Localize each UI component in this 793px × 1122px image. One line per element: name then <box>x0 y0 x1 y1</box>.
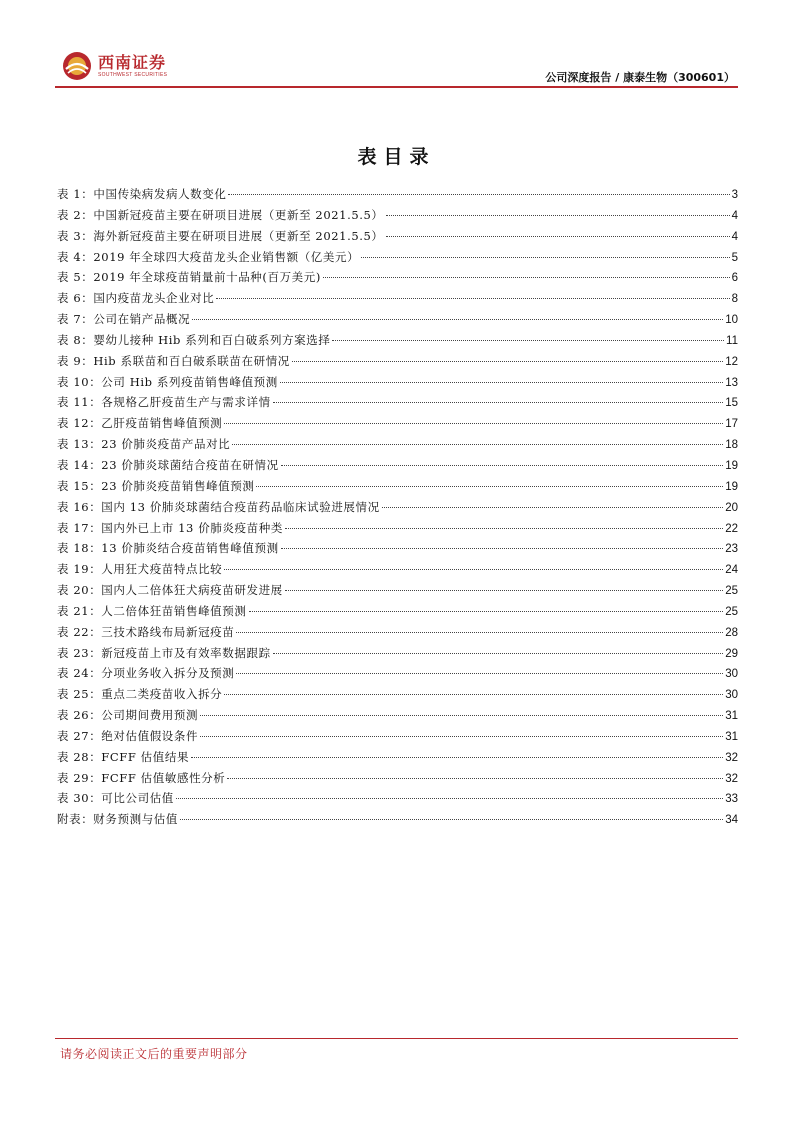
toc-entry-label[interactable]: 表 12：乙肝疫苗销售峰值预测 <box>57 416 223 431</box>
toc-entry-page-number[interactable]: 3 <box>731 189 738 201</box>
toc-entry-page-number[interactable]: 19 <box>725 480 738 493</box>
toc-entry-label[interactable]: 表 16：国内 13 价肺炎球菌结合疫苗药品临床试验进展情况 <box>57 499 380 514</box>
toc-entry[interactable] <box>57 476 738 497</box>
toc-dot-leader <box>228 194 729 195</box>
toc-entry-page-number[interactable]: 32 <box>725 772 738 785</box>
toc-entry-label[interactable]: 表 4：2019 年全球四大疫苗龙头企业销售额（亿美元） <box>57 249 360 264</box>
toc-entry-page-number[interactable]: 33 <box>725 793 738 806</box>
toc-entry-label[interactable]: 表 11：各规格乙肝疫苗生产与需求详情 <box>57 395 271 410</box>
toc-dot-leader <box>273 653 724 654</box>
toc-dot-leader <box>280 382 723 383</box>
toc-dot-leader <box>249 611 724 612</box>
toc-entry-page-number[interactable]: 24 <box>725 564 738 577</box>
toc-entry-label[interactable]: 表 23：新冠疫苗上市及有效率数据跟踪 <box>57 645 271 660</box>
toc-entry-page-number[interactable]: 25 <box>725 605 738 618</box>
toc-entry-label[interactable]: 表 5：2019 年全球疫苗销量前十品种(百万美元) <box>57 270 321 285</box>
toc-entry[interactable] <box>57 643 738 664</box>
toc-entry[interactable] <box>57 497 738 518</box>
toc-entry-label[interactable]: 表 21：人二倍体狂苗销售峰值预测 <box>57 603 247 618</box>
toc-entry-page-number[interactable]: 10 <box>725 314 738 327</box>
toc-entry-label[interactable]: 表 15：23 价肺炎疫苗销售峰值预测 <box>57 478 255 493</box>
toc-dot-leader <box>191 757 723 758</box>
toc-entry-page-number[interactable]: 17 <box>725 418 738 431</box>
toc-entry[interactable] <box>57 663 738 684</box>
toc-entry-label[interactable]: 表 29：FCFF 估值敏感性分析 <box>57 770 226 785</box>
toc-dot-leader <box>332 340 724 341</box>
toc-entry-page-number[interactable]: 31 <box>725 710 738 723</box>
toc-entry-page-number[interactable]: 4 <box>731 209 738 222</box>
toc-entry-label[interactable]: 表 6：国内疫苗龙头企业对比 <box>57 291 215 306</box>
toc-entry-label[interactable]: 表 7：公司在销产品概况 <box>57 312 191 327</box>
toc-entry-label[interactable]: 表 14：23 价肺炎球菌结合疫苗在研情况 <box>57 457 279 472</box>
toc-dot-leader <box>285 590 723 591</box>
toc-dot-leader <box>176 798 723 799</box>
toc-entry[interactable] <box>57 309 738 330</box>
toc-dot-leader <box>386 215 730 216</box>
toc-entry[interactable] <box>57 747 738 768</box>
toc-entry[interactable] <box>57 247 738 268</box>
toc-entry-page-number[interactable]: 18 <box>725 439 738 452</box>
toc-entry-page-number[interactable]: 34 <box>725 814 738 827</box>
toc-dot-leader <box>232 444 723 445</box>
toc-entry[interactable] <box>57 538 738 559</box>
toc-entry-label[interactable]: 表 24：分项业务收入拆分及预测 <box>57 666 235 681</box>
toc-entry-label[interactable]: 表 25：重点二类疫苗收入拆分 <box>57 687 223 702</box>
toc-dot-leader <box>323 277 730 278</box>
toc-entry-label[interactable]: 表 3：海外新冠疫苗主要在研项目进展（更新至 2021.5.5） <box>57 228 384 243</box>
toc-entry[interactable] <box>57 205 738 226</box>
toc-dot-leader <box>236 632 723 633</box>
toc-entry-label[interactable]: 表 27：绝对估值假设条件 <box>57 728 199 743</box>
toc-entry-page-number[interactable]: 13 <box>725 376 738 389</box>
toc-entry-label[interactable]: 附表：财务预测与估值 <box>57 812 178 827</box>
toc-entry[interactable] <box>57 351 738 372</box>
toc-entry-page-number[interactable]: 23 <box>725 543 738 556</box>
toc-entry-page-number[interactable]: 29 <box>725 647 738 660</box>
toc-entry-label[interactable]: 表 9：Hib 系联苗和百白破系联苗在研情况 <box>57 353 290 368</box>
toc-entry-label[interactable]: 表 10：公司 Hib 系列疫苗销售峰值预测 <box>57 374 278 389</box>
toc-entry-label[interactable]: 表 1：中国传染病发病人数变化 <box>57 187 227 201</box>
footer-divider <box>55 1038 738 1039</box>
toc-dot-leader <box>292 361 723 362</box>
toc-entry[interactable] <box>57 226 738 247</box>
logo-english-name: SOUTHWEST SECURITIES <box>98 71 168 78</box>
toc-entry-label[interactable]: 表 26：公司期间费用预测 <box>57 708 199 723</box>
toc-entry[interactable] <box>57 622 738 643</box>
toc-entry[interactable] <box>57 580 738 601</box>
toc-entry-label[interactable]: 表 20：国内人二倍体狂犬病疫苗研发进展 <box>57 583 283 598</box>
logo-emblem-icon <box>62 51 92 81</box>
toc-dot-leader <box>200 736 723 737</box>
toc-dot-leader <box>216 298 729 299</box>
toc-entry-page-number[interactable]: 25 <box>725 585 738 598</box>
toc-entry-page-number[interactable]: 4 <box>731 230 738 243</box>
report-header-title: 公司深度报告 / 康泰生物（300601） <box>545 71 735 84</box>
toc-entry[interactable] <box>57 267 738 288</box>
toc-dot-leader <box>273 402 724 403</box>
toc-entry[interactable] <box>57 768 738 789</box>
toc-dot-leader <box>200 715 723 716</box>
toc-entry-page-number[interactable]: 15 <box>725 397 738 410</box>
toc-entry-label[interactable]: 表 22：三技术路线布局新冠疫苗 <box>57 624 235 639</box>
toc-dot-leader <box>224 569 723 570</box>
toc-entry[interactable] <box>57 288 738 309</box>
toc-entry-label[interactable]: 表 28：FCFF 估值结果 <box>57 749 190 764</box>
toc-dot-leader <box>227 778 723 779</box>
toc-entry-page-number[interactable]: 30 <box>725 668 738 681</box>
page-title: 表目录 <box>357 146 436 168</box>
toc-entry[interactable] <box>57 518 738 539</box>
toc-entry[interactable] <box>57 455 738 476</box>
toc-entry[interactable] <box>57 413 738 434</box>
toc-entry[interactable] <box>57 392 738 413</box>
toc-entry-page-number[interactable]: 22 <box>725 522 738 535</box>
toc-entry-page-number[interactable]: 28 <box>725 626 738 639</box>
toc-entry[interactable] <box>57 684 738 705</box>
toc-entry-page-number[interactable]: 12 <box>725 355 738 368</box>
toc-entry[interactable] <box>57 788 738 809</box>
toc-dot-leader <box>224 694 723 695</box>
company-logo <box>62 48 167 84</box>
toc-dot-leader <box>180 819 723 820</box>
toc-dot-leader <box>382 507 723 508</box>
toc-entry-page-number[interactable]: 30 <box>725 689 738 702</box>
toc-dot-leader <box>386 236 730 237</box>
toc-entry-page-number[interactable]: 20 <box>725 501 738 514</box>
toc-dot-leader <box>192 319 723 320</box>
toc-entry-label[interactable]: 表 13：23 价肺炎疫苗产品对比 <box>57 437 231 452</box>
toc-entry-page-number[interactable]: 32 <box>725 751 738 764</box>
toc-entry-label[interactable]: 表 8：婴幼儿接种 Hib 系列和百白破系列方案选择 <box>57 332 331 347</box>
toc-dot-leader <box>281 465 724 466</box>
toc-entry[interactable] <box>57 184 738 205</box>
logo-chinese-name: 西南证券 <box>98 52 167 72</box>
toc-entry[interactable] <box>57 601 738 622</box>
toc-entry-label[interactable]: 表 30：可比公司估值 <box>57 791 174 806</box>
toc-entry-page-number[interactable]: 8 <box>731 293 738 306</box>
toc-entry[interactable] <box>57 809 738 830</box>
toc-entry[interactable] <box>57 559 738 580</box>
header-divider <box>55 86 738 88</box>
toc-entry[interactable] <box>57 705 738 726</box>
toc-entry-label[interactable]: 表 19：人用狂犬疫苗特点比较 <box>57 562 223 577</box>
toc-entry-label[interactable]: 表 2：中国新冠疫苗主要在研项目进展（更新至 2021.5.5） <box>57 207 384 222</box>
toc-entry-label[interactable]: 表 18：13 价肺炎结合疫苗销售峰值预测 <box>57 541 279 556</box>
toc-dot-leader <box>361 257 729 258</box>
toc-entry[interactable] <box>57 372 738 393</box>
footer-disclaimer: 请务必阅读正文后的重要声明部分 <box>60 1047 248 1061</box>
toc-dot-leader <box>236 673 723 674</box>
toc-entry[interactable] <box>57 330 738 351</box>
toc-entry-page-number[interactable]: 5 <box>731 251 738 264</box>
toc-dot-leader <box>224 423 723 424</box>
toc-entry-page-number[interactable]: 31 <box>725 730 738 743</box>
toc-entry-label[interactable]: 表 17：国内外已上市 13 价肺炎疫苗种类 <box>57 520 283 535</box>
table-of-contents <box>57 184 738 830</box>
toc-entry-page-number[interactable]: 6 <box>731 272 738 285</box>
toc-entry-page-number[interactable]: 11 <box>726 334 738 347</box>
toc-entry[interactable] <box>57 434 738 455</box>
toc-dot-leader <box>256 486 723 487</box>
toc-dot-leader <box>281 548 724 549</box>
toc-entry-page-number[interactable]: 19 <box>725 459 738 472</box>
toc-dot-leader <box>285 528 723 529</box>
toc-entry[interactable] <box>57 726 738 747</box>
